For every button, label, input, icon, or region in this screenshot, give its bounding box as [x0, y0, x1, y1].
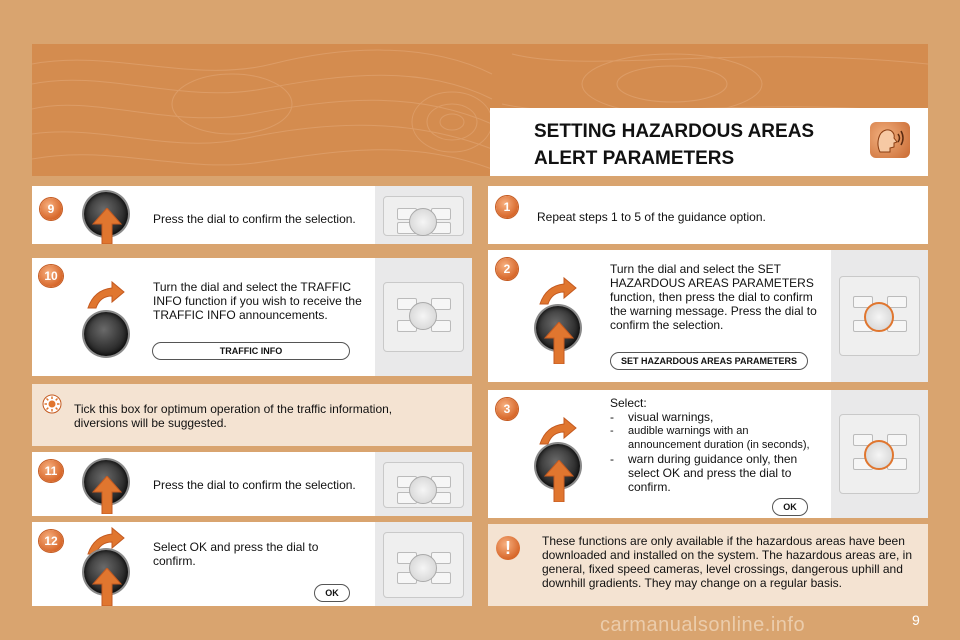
exclamation-warning-icon: !	[496, 536, 520, 560]
page-number: 9	[912, 612, 920, 628]
list-item: - visual warnings,	[610, 410, 714, 424]
step-2-text: Turn the dial and select the SET HAZARDOUS AREAS PARAMETERS function, then press the dial to confirm the warning message. Press the dial to confirm the selection.	[610, 262, 817, 332]
title-line-1: SETTING HAZARDOUS AREAS	[534, 121, 815, 142]
step-11-text: Press the dial to confirm the selection.	[153, 478, 356, 492]
step-badge-2: 2	[496, 258, 518, 280]
step-10-panel	[32, 258, 472, 376]
radio-panel-thumbnail	[375, 522, 472, 606]
radio-panel-thumbnail	[375, 452, 472, 516]
watermark: carmanualsonline.info	[600, 614, 806, 636]
step-1-text: Repeat steps 1 to 5 of the guidance option.	[537, 210, 766, 224]
warning-panel	[488, 524, 928, 606]
press-arrow-icon	[544, 460, 574, 502]
list-item: - warn during guidance only, then select OK and press the dial to confirm.	[610, 452, 798, 494]
step-badge-1: 1	[496, 196, 518, 218]
step-badge-10: 10	[39, 265, 63, 287]
page-title	[534, 118, 864, 172]
turn-arrow-icon	[538, 276, 578, 306]
tip-text: Tick this box for optimum operation of the traffic information, diversions will be suggested.	[74, 402, 393, 430]
step-3-intro: Select:	[610, 396, 647, 410]
step-2-panel	[488, 250, 928, 382]
dial-knob	[84, 312, 128, 356]
step-badge-3: 3	[496, 398, 518, 420]
press-arrow-icon	[92, 568, 122, 606]
list-item: - audible warnings with an announcement duration (in seconds),	[610, 425, 810, 451]
step-12-panel	[32, 522, 472, 606]
radio-panel-thumbnail	[375, 258, 472, 376]
step-12-text: Select OK and press the dial to confirm.	[153, 540, 319, 568]
tip-panel	[32, 384, 472, 446]
voice-speaking-head-icon	[870, 122, 910, 158]
radio-panel-thumbnail	[831, 390, 928, 518]
step-10-text: Turn the dial and select the TRAFFIC INFO function if you wish to receive the TRAFFIC INFO announcements.	[153, 280, 362, 322]
step-badge-12: 12	[39, 530, 63, 552]
step-1-panel	[488, 186, 928, 244]
ok-button[interactable]: OK	[772, 498, 808, 516]
turn-arrow-icon	[86, 280, 126, 310]
title-line-2: ALERT PARAMETERS	[534, 148, 735, 169]
press-arrow-icon	[92, 208, 122, 244]
warning-text: These functions are only available if the hazardous areas have been downloaded and installed on the system. The hazardous areas are, in general, fixed speed cameras, level crossings, dangerous uphill and downhill gradients. They may change on a regular basis.	[542, 534, 913, 590]
step-badge-9: 9	[40, 198, 62, 220]
step-3-text	[610, 396, 824, 494]
set-hazardous-areas-parameters-button[interactable]: SET HAZARDOUS AREAS PARAMETERS	[610, 352, 808, 370]
press-arrow-icon	[544, 322, 574, 364]
title-box	[490, 108, 928, 176]
step-badge-11: 11	[39, 460, 63, 482]
turn-arrow-icon	[538, 416, 578, 446]
traffic-info-button[interactable]: TRAFFIC INFO	[152, 342, 350, 360]
ok-button[interactable]: OK	[314, 584, 350, 602]
step-9-panel	[32, 186, 472, 244]
lightbulb-sun-icon	[42, 394, 62, 414]
radio-panel-thumbnail	[375, 186, 472, 244]
step-9-text: Press the dial to confirm the selection.	[153, 212, 356, 226]
radio-panel-thumbnail	[831, 250, 928, 382]
step-11-panel	[32, 452, 472, 516]
step-3-panel	[488, 390, 928, 518]
press-arrow-icon	[92, 476, 122, 514]
